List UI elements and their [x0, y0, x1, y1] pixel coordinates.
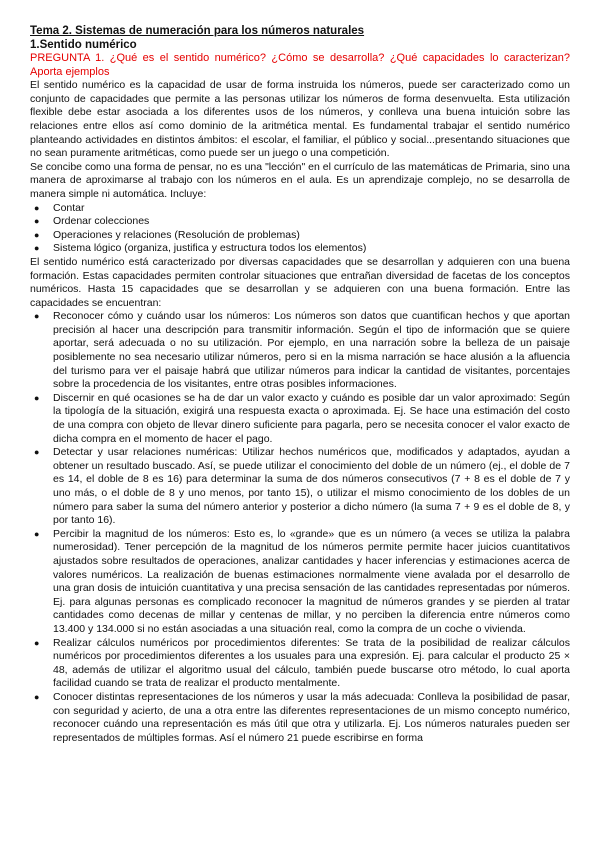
paragraph-definition: El sentido numérico es la capacidad de usar de forma instruida los números, puede ser caracterizado como un conjunto de capacidades que permite a las personas utilizar los números de forma desenvuelta. Esta utilización flexible debe estar asociada a los diferentes usos de los números, y conlleva una buena intuición sobre las relaciones entre ellos así como dominio de la aritmética mental. Es fundamental trabajar el sentido numérico planteando actividades en distintos ámbitos: el escolar, el familiar, el público y social...presentando situaciones que no sean puramente aritméticas, como puede ser un juego o una competición.	[30, 79, 570, 160]
bullet-icon: ●	[34, 637, 40, 648]
list-item: ● Conocer distintas representaciones de los números y usar la más adecuada: Conlleva la posibilidad de pasar, con seguridad y acierto, de una a otra entre las diferentes representaciones de un mismo concepto numérico, reconocer cuándo una representación es más útil que otra y utilizarla. Ej. Los números naturales pueden ser representados de múltiples formas. Así el número 21 puede escribirse en forma	[34, 690, 570, 744]
bullet-icon: ●	[34, 202, 40, 213]
list-item: ● Ordenar colecciones	[34, 215, 150, 228]
list-item: ● Reconocer cómo y cuándo usar los números: Los números son datos que cuantifican hechos y que aportan precisión al hacer una descripción para transmitir información. Según el tipo de información que se quiere aportar, será adecuada o no su utilización. Por ejemplo, en una narración sobre la belleza de un paisaje posiblemente no sea necesario utilizar números, pero si en la misma narración se hace alusión a la afluencia del turismo para ver el paisaje habrá que utilizar números para indicar la cantidad de visitantes, porcentajes sobre la procedencia de los visitantes, entre otras posibles informaciones.	[34, 310, 570, 391]
bullet-icon: ●	[34, 229, 40, 240]
list-item: ● Realizar cálculos numéricos por procedimientos diferentes: Se trata de la posibilidad de realizar cálculos numéricos por procedimientos diferentes a los usuales para una expresión. Ej. para calcular el producto 25 × 48, además de utilizar el algoritmo usual del cálculo, también puede buscarse otro método, lo cual aporta facilidad cuando se trata de realizar el producto mentalmente.	[34, 636, 570, 690]
bullet-icon: ●	[34, 447, 40, 458]
capacities-list	[30, 310, 570, 745]
bullet-icon: ●	[34, 216, 40, 227]
list-item: ● Sistema lógico (organiza, justifica y estructura todos los elementos)	[34, 242, 367, 255]
list-item: ● Detectar y usar relaciones numéricas: Utilizar hechos numéricos que, modificados y adaptados, ayudan a obtener un resultado buscado. Así, se puede utilizar el conocimiento del doble de un número (ej., el doble de 7 es 14, el doble de 8 es 16) para determinar la suma de dos números consecutivos (7 + 8 es el doble de 7 y uno más, o el doble de 8 y uno menos, por tanto 15), o utilizar el mismo conocimiento de los dobles de un número para saber la suma del número anterior y posterior a dicho número (la suma 7 + 9 es el doble de 8, y por tanto 16).	[34, 446, 570, 527]
question-heading: PREGUNTA 1. ¿Qué es el sentido numérico? ¿Cómo se desarrolla? ¿Qué capacidades lo caracterizan? Aporta ejemplos	[30, 52, 570, 78]
paragraph-concept: Se concibe como una forma de pensar, no es una "lección" en el currículo de las matemáticas de Primaria, sino una manera de aproximarse al trabajo con los números en el aula. Es un aprendizaje complejo, no se desarrolla de manera simple ni automática. Incluye:	[30, 160, 570, 200]
bullet-icon: ●	[34, 243, 40, 254]
section-heading: 1.Sentido numérico	[30, 39, 137, 51]
bullet-icon: ●	[34, 392, 40, 403]
list-item: ● Percibir la magnitud de los números: Esto es, lo «grande» que es un número (a veces se utiliza la palabra numerosidad). Tener percepción de la magnitud de los números permite permite hacer juicios cuantitativos ajustados sobre resultados de operaciones, analizar cantidades y hacer inferencias y estimaciones acerca de valores numéricos. La realización de buenas estimaciones normalmente viene avalada por el desarrollo de una gran dosis de intuición cuantitativa y una precisa sensación de las cantidades representadas por números. Ej. para algunas personas es complicado reconocer la magnitud de números grandes y se pierden al tratar cantidades como decenas de millar y centenas de millar, y no perciben la diferencia entre números como 13.400 y 134.000 si no están asociadas a una situación real, como la compra de un coche o vivienda.	[34, 527, 570, 635]
list-item: ● Operaciones y relaciones (Resolución de problemas)	[34, 228, 300, 241]
bullet-icon: ●	[34, 691, 40, 702]
document-title: Tema 2. Sistemas de numeración para los números naturales	[30, 25, 365, 37]
includes-list	[30, 202, 570, 256]
bullet-icon: ●	[34, 311, 40, 322]
list-item: ● Discernir en qué ocasiones se ha de dar un valor exacto y cuándo es posible dar un valor aproximado: Según la tipología de la situación, exigirá una respuesta exacta o aproximada. Ej. Se hace una estimación del costo de una compra con objeto de llevar dinero suficiente para pagarla, pero se necesita conocer el valor exacto de dicha compra en el momento de hacer el pago.	[34, 391, 570, 445]
bullet-icon: ●	[34, 528, 40, 539]
paragraph-capacities: El sentido numérico está caracterizado por diversas capacidades que se desarrollan y adquieren con una buena formación. Estas capacidades permiten controlar situaciones que entrañan diversidad de facetas de los conceptos numéricos. Hasta 15 capacidades que se desarrollan y se adquieren con una buena formación. Entre las capacidades se encuentran:	[30, 255, 570, 309]
list-item: ● Contar	[34, 201, 85, 214]
